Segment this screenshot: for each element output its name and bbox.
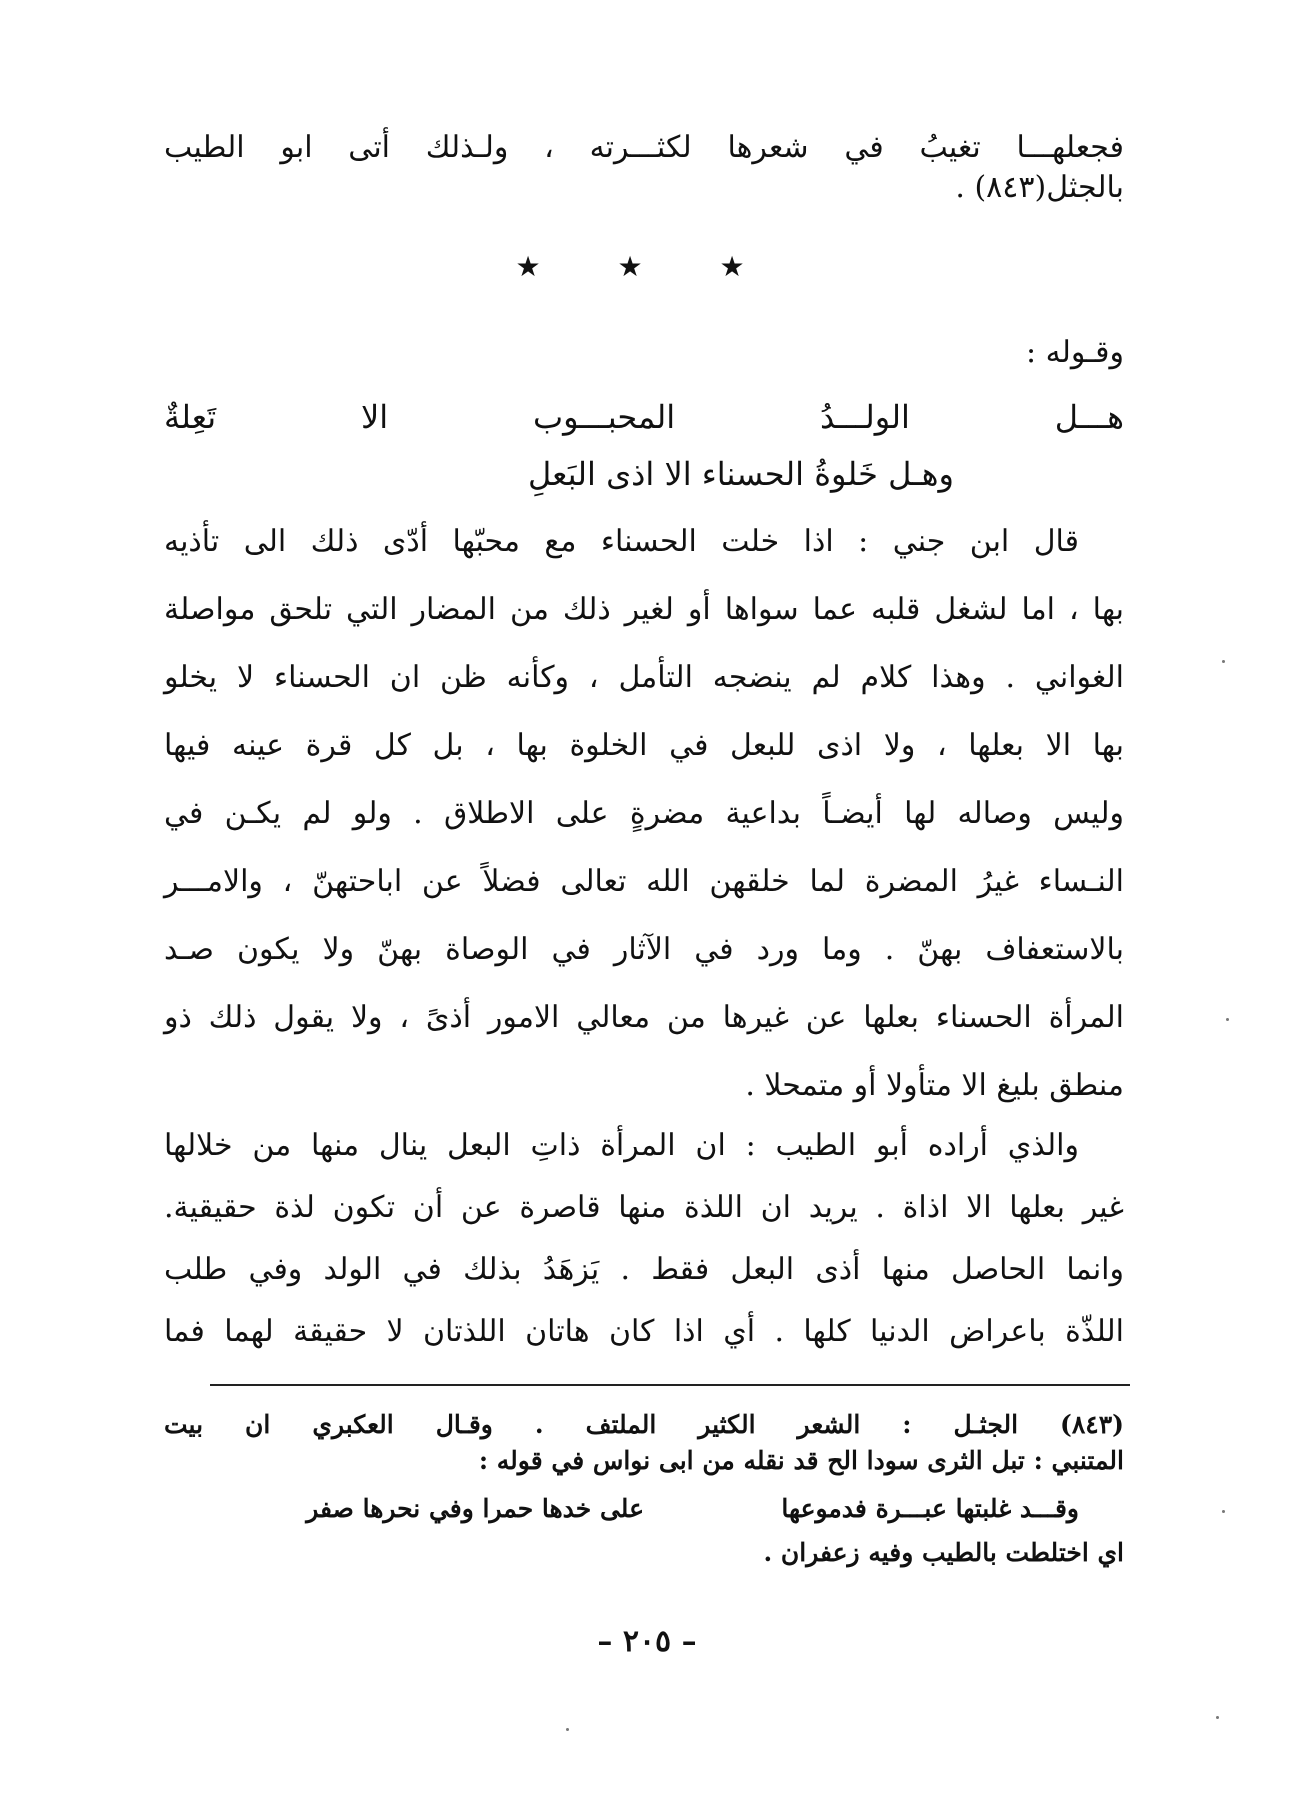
paragraph-line: فجعلهـــا تغيبُ في شعرها لكثـــرته ، ولـذلك أتى ابو الطيب xyxy=(164,130,1124,165)
footnote-divider xyxy=(210,1384,1130,1386)
body-line: النـساء غيرُ المضرة لما خلقهن الله تعالى فضلاً عن اباحتهنّ ، والامـــر xyxy=(164,864,1124,899)
body-line: بالاستعفاف بهنّ . وما ورد في الآثار في الوصاة بهنّ ولا يكون صـد xyxy=(164,932,1124,967)
body-line: بها الا بعلها ، ولا اذى للبعل في الخلوة بها ، بل كل قرة عينه فيها xyxy=(164,728,1124,763)
footnote-line: (٨٤٣) الجثـل : الشعر الكثير الملتف . وقـال العكبري ان بيت xyxy=(164,1410,1124,1439)
verse-hemistich-2: وهـل خَلوةُ الحسناء الا اذى البَعلِ xyxy=(527,455,954,493)
body-line: المرأة الحسناء بعلها عن غيرها من معالي الامور أذىً ، ولا يقول ذلك ذو xyxy=(164,1000,1124,1035)
body-line: منطق بليغ الا متأولا أو متمحلا . xyxy=(745,1068,1124,1103)
paragraph-line: بالجثل(٨٤٣) . xyxy=(955,170,1124,205)
body-line: وليس وصاله لها أيضـاً بداعية مضرةٍ على الاطلاق . ولو لم يكـن في xyxy=(164,796,1124,831)
verse-hemistich-1: هـــل الولـــدُ المحبـــوب الا تَعِلةٌ xyxy=(164,398,1124,436)
body-line: اللذّة باعراض الدنيا كلها . أي اذا كان هاتان اللذتان لا حقيقة لهما فما xyxy=(164,1314,1124,1349)
footnote-verse-a: وقـــد غلبتها عبـــرة فدموعها xyxy=(781,1494,1079,1523)
footnote-line: المتنبي : تبل الثرى سودا الح قد نقله من ابى نواس في قوله : xyxy=(478,1446,1124,1475)
verse-intro: وقـوله : xyxy=(1026,335,1124,370)
footnote-line: اي اختلطت بالطيب وفيه زعفران . xyxy=(763,1538,1124,1567)
body-line: وانما الحاصل منها أذى البعل فقط . يَزهَدُ بذلك في الولد وفي طلب xyxy=(164,1252,1124,1287)
footnote-verse-b: على خدها حمرا وفي نحرها صفر xyxy=(306,1494,644,1523)
body-line: الغواني . وهذا كلام لم ينضجه التأمل ، وكأنه ظن ان الحسناء لا يخلو xyxy=(164,660,1124,695)
scan-speck xyxy=(1222,660,1225,663)
body-line: غير بعلها الا اذاة . يريد ان اللذة منها قاصرة عن أن تكون لذة حقيقية. xyxy=(164,1190,1124,1225)
scan-speck xyxy=(1226,1018,1229,1021)
body-line: بها ، اما لشغل قلبه عما سواها أو لغير ذلك من المضار التي تلحق مواصلة xyxy=(164,592,1124,627)
scan-speck xyxy=(1222,1510,1225,1513)
page-number: – ٢٠٥ – xyxy=(597,1624,697,1659)
body-line: قال ابن جني : اذا خلت الحسناء مع محبّها أدّى ذلك الى تأذيه xyxy=(164,524,1079,559)
scan-speck xyxy=(1216,1716,1219,1719)
section-separator: ★ ★ ★ xyxy=(515,250,779,283)
body-line: والذي أراده أبو الطيب : ان المرأة ذاتِ البعل ينال منها من خلالها xyxy=(164,1128,1079,1163)
scan-speck xyxy=(566,1728,569,1731)
